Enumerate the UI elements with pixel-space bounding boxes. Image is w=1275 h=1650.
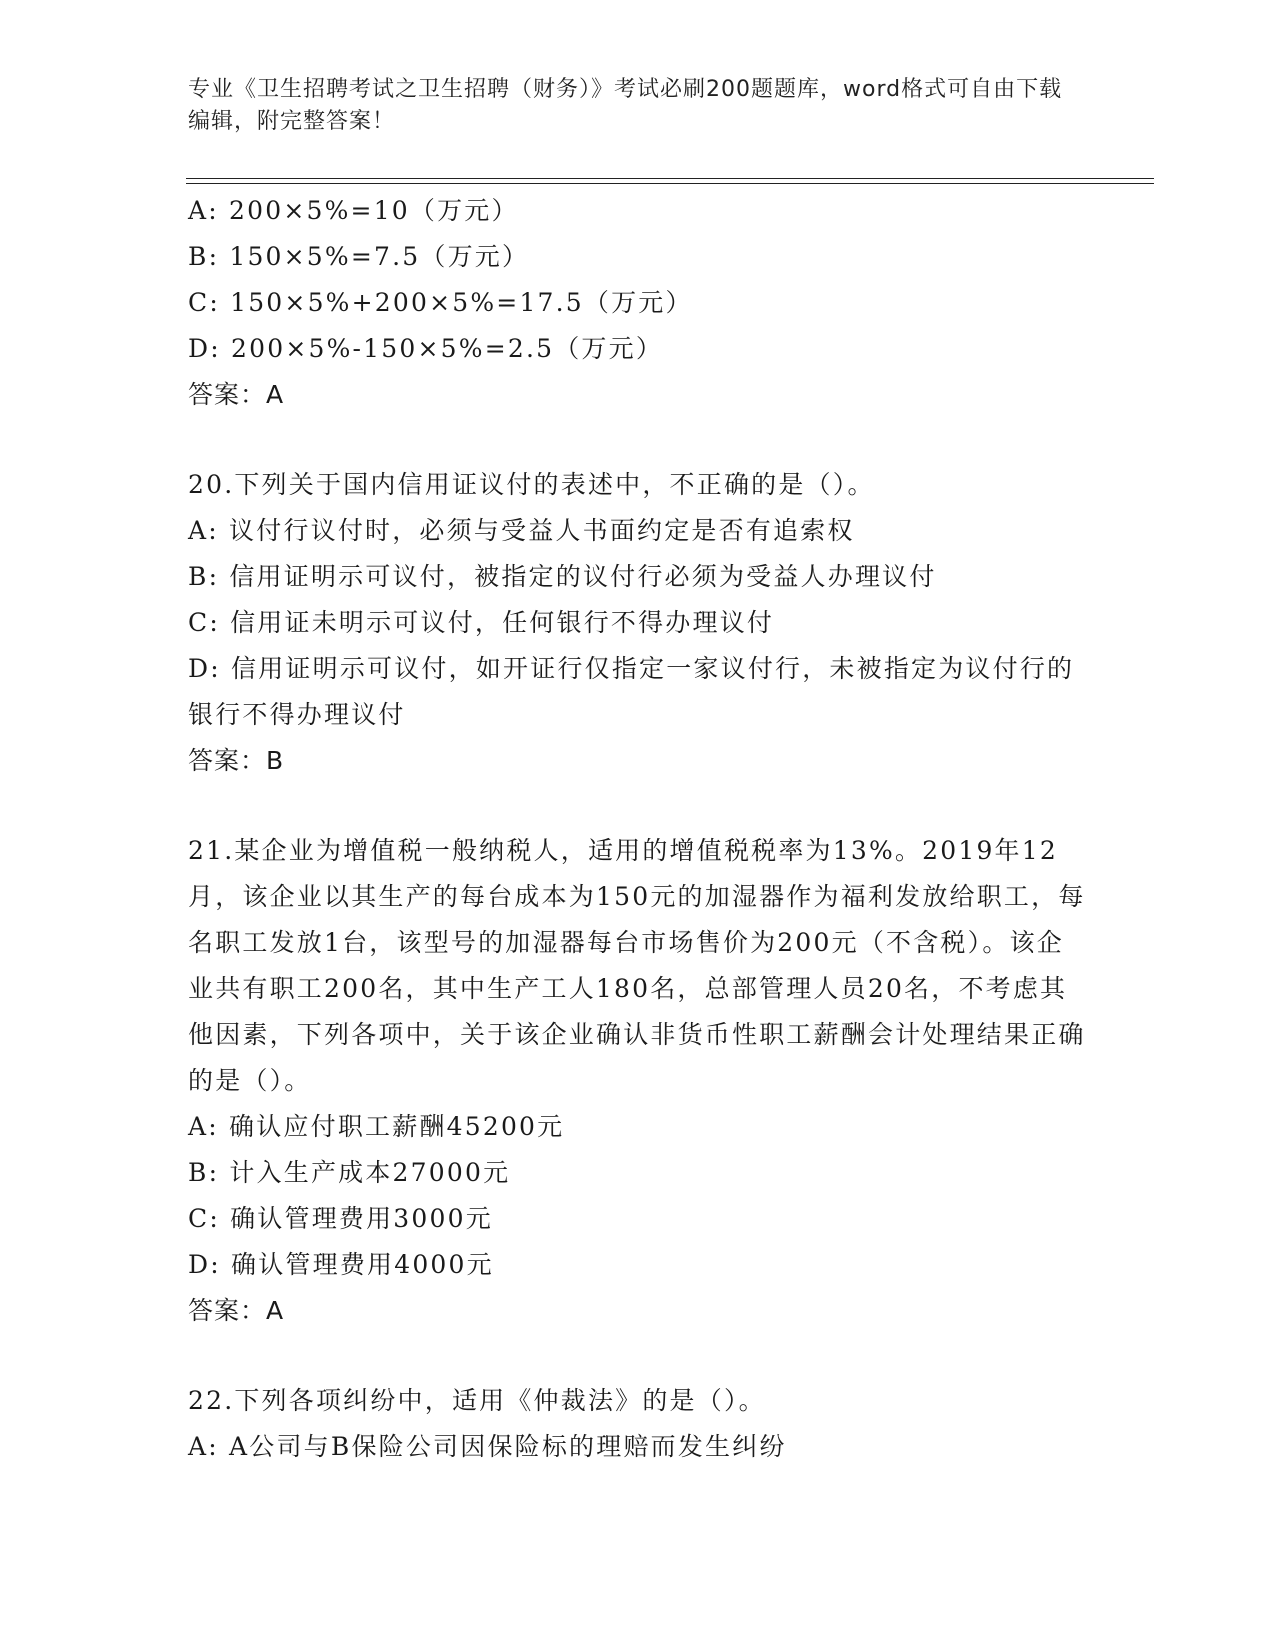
question-stem: 20.下列关于国内信用证议付的表述中，不正确的是（）。 bbox=[188, 470, 875, 499]
option-d: D: 确认管理费用4000元 bbox=[188, 1250, 494, 1279]
question-19-options bbox=[188, 188, 1088, 418]
option-a: A: 确认应付职工薪酬45200元 bbox=[188, 1112, 565, 1141]
spacer bbox=[188, 784, 1088, 828]
option-a: A: 200×5%=10（万元） bbox=[188, 196, 519, 225]
question-22 bbox=[188, 1378, 1088, 1470]
option-b: B: 信用证明示可议付，被指定的议付行必须为受益人办理议付 bbox=[188, 562, 937, 591]
answer: 答案：B bbox=[188, 746, 285, 775]
option-a: A: 议付行议付时，必须与受益人书面约定是否有追索权 bbox=[188, 516, 855, 545]
option-b: B: 计入生产成本27000元 bbox=[188, 1158, 511, 1187]
answer: 答案：A bbox=[188, 380, 285, 409]
option-c: C: 150×5%+200×5%=17.5（万元） bbox=[188, 288, 693, 317]
document-body bbox=[188, 188, 1088, 1470]
option-b: B: 150×5%=7.5（万元） bbox=[188, 242, 530, 271]
page-header: 专业《卫生招聘考试之卫生招聘（财务）》考试必刷200题题库，word格式可自由下载编辑，附完整答案！ bbox=[188, 77, 1063, 134]
header-divider-bottom bbox=[186, 183, 1154, 184]
question-stem: 22.下列各项纠纷中，适用《仲裁法》的是（）。 bbox=[188, 1386, 766, 1415]
option-c: C: 确认管理费用3000元 bbox=[188, 1204, 493, 1233]
option-d: D: 信用证明示可议付，如开证行仅指定一家议付行，未被指定为议付行的银行不得办理议付 bbox=[188, 654, 1075, 729]
spacer bbox=[188, 418, 1088, 462]
question-21 bbox=[188, 828, 1088, 1334]
option-d: D: 200×5%-150×5%=2.5（万元） bbox=[188, 334, 664, 363]
spacer bbox=[188, 1334, 1088, 1378]
question-20 bbox=[188, 462, 1088, 784]
header-divider-top bbox=[186, 178, 1154, 179]
question-stem: 21.某企业为增值税一般纳税人，适用的增值税税率为13%。2019年12月，该企业以其生产的每台成本为150元的加湿器作为福利发放给职工，每名职工发放1台，该型号的加湿器每台市场售价为200元（不含税）。该企业共有职工200名，其中生产工人180名，总部管理人员20名，不考虑其他因素，下列各项中，关于该企业确认非货币性职工薪酬会计处理结果正确的是（）。 bbox=[188, 836, 1086, 1095]
option-a: A: A公司与B保险公司因保险标的理赔而发生纠纷 bbox=[188, 1432, 787, 1461]
answer: 答案：A bbox=[188, 1296, 285, 1325]
option-c: C: 信用证未明示可议付，任何银行不得办理议付 bbox=[188, 608, 775, 637]
